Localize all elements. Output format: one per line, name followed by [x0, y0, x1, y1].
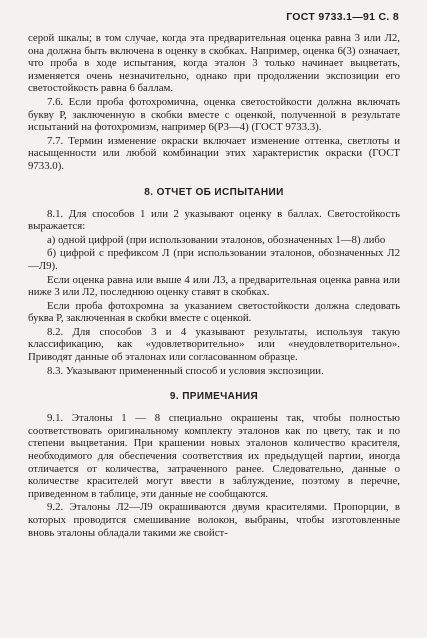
section-heading-8: 8. ОТЧЕТ ОБ ИСПЫТАНИИ — [144, 186, 284, 198]
list-item-a: а) одной цифрой (при использовании эталонов, обозначенных 1—8) либо — [47, 233, 386, 246]
list-item-b: б) цифрой с префиксом Л (при использовании эталонов, обозначенных Л2—Л9). — [28, 247, 400, 272]
paragraph-7-6: 7.6. Если проба фотохромична, оценка светостойкости должна включать букву Р, заключенную в скобки вместе с оценкой, полученной в результате испытаний на фотохромизм, например 6(Р3—4) (ГОСТ 9733.3). — [28, 95, 400, 134]
paragraph-9-2: 9.2. Эталоны Л2—Л9 окрашиваются двумя красителями. Пропорции, в которых проводится смешивание волокон, выбраны, чтобы изготовленные вновь эталоны обладали такими же свойст- — [28, 501, 400, 539]
paragraph-8-2: 8.2. Для способов 3 и 4 указывают результаты, используя такую классификацию, как «удовлетворительно» или «неудовлетворительно». Приводят данные об эталонах или согласованном образце. — [28, 325, 400, 364]
running-head: ГОСТ 9733.1—91 С. 8 — [286, 11, 399, 23]
paragraph-8-1-photochromic: Если проба фотохромна за указанием светостойкости должна следовать буква Р, заключенная в скобки вместе с оценкой. — [28, 299, 400, 325]
paragraph-8-1-brackets: Если оценка равна или выше 4 или Л3, а предварительная оценка равна или ниже 3 или Л2, последнюю оценку ставят в скобках. — [28, 273, 400, 299]
paragraph-9-1: 9.1. Эталоны 1 — 8 специально окрашены так, чтобы полностью соответствовать оригинальному комплекту эталонов как по цвету, так и по степени выцветания. При крашении новых эталонов количество красителя, необходимого для обеспечения соответствия их предыдущей партии, иногда отличается от количества, затраченного ранее. Следовательно, данные о количестве красителей могут ввести в заблуждение, поэтому в перечне, приведенном в таблице, эти данные не сообщаются. — [28, 412, 400, 500]
document-body — [28, 32, 400, 540]
paragraph-continuation: серой шкалы; в том случае, когда эта предварительная оценка равна 3 или Л2, она должна быть включена в оценку в скобках. Например, оценка 6(3) означает, что проба в ходе испытания, когда эталон 3 только начинает выцветать, изменяется очень незначительно, однако при продолжении экспозиции его светостойкость равна 6 баллам. — [28, 32, 400, 95]
paragraph-7-7: 7.7. Термин изменение окраски включает изменение оттенка, светлоты и насыщенности или любой комбинации этих характеристик окраски (ГОСТ 9733.0). — [28, 134, 400, 172]
section-heading-9: 9. ПРИМЕЧАНИЯ — [169, 391, 259, 403]
paragraph-8-1: 8.1. Для способов 1 или 2 указывают оценку в баллах. Светостойкость выражается: — [28, 207, 400, 233]
paragraph-8-3: 8.3. Указывают примененный способ и условия экспозиции. — [47, 364, 324, 377]
